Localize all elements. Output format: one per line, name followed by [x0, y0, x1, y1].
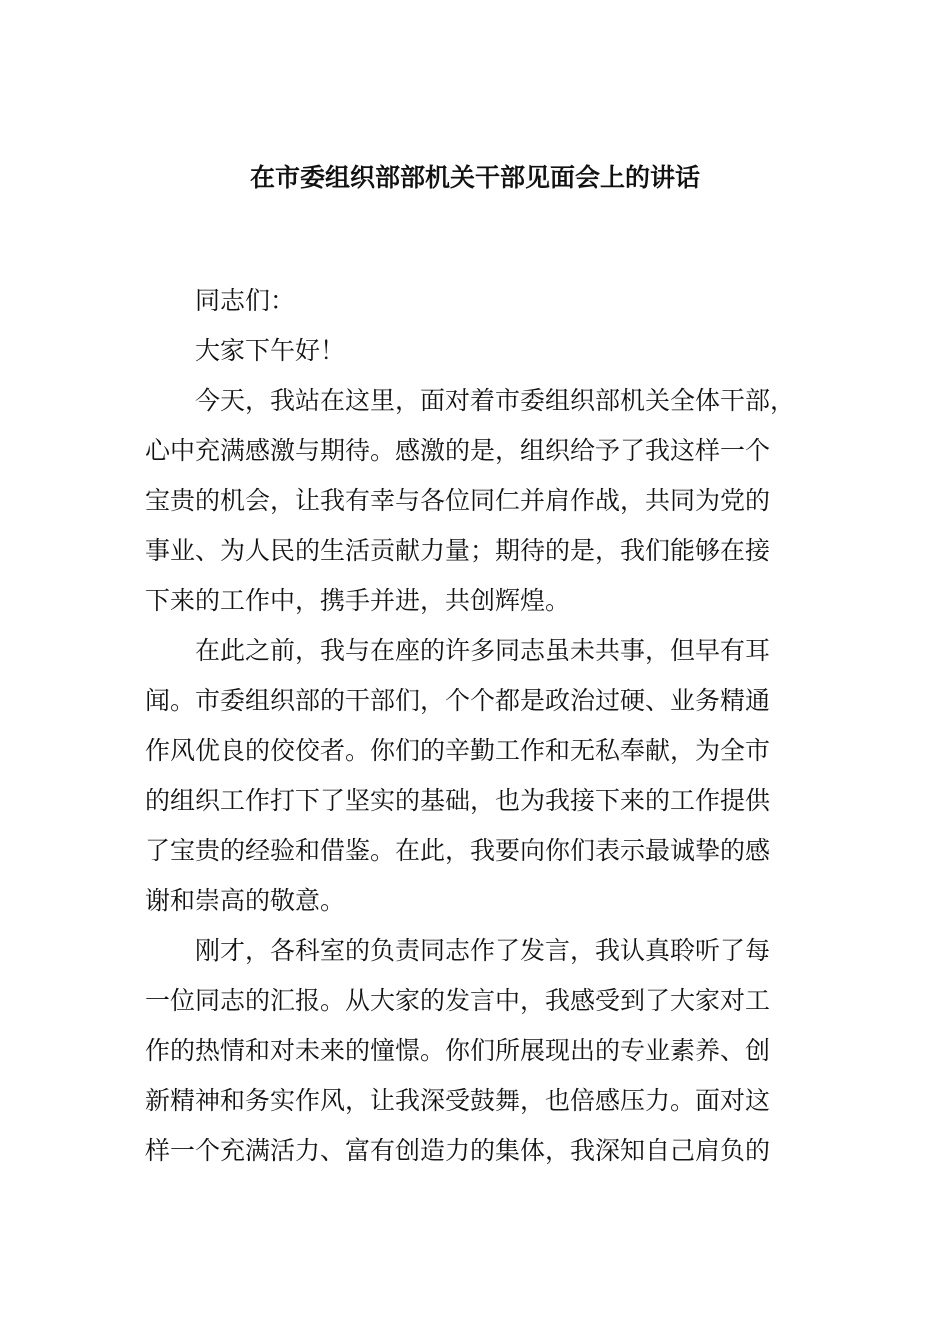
- paragraph-line: 闻。市委组织部的干部们，个个都是政治过硬、业务精通: [145, 686, 771, 715]
- document-title: 在市委组织部部机关干部见面会上的讲话: [249, 163, 700, 192]
- paragraph-line: 了宝贵的经验和借鉴。在此，我要向你们表示最诚挚的感: [145, 836, 771, 865]
- paragraph-line: 作的热情和对未来的憧憬。你们所展现出的专业素养、创: [145, 1036, 771, 1065]
- paragraph-line: 谢和崇高的敬意。: [145, 886, 346, 915]
- salutation: 同志们：: [195, 286, 296, 315]
- paragraph-line: 的组织工作打下了坚实的基础，也为我接下来的工作提供: [145, 786, 771, 815]
- paragraph-line: 样一个充满活力、富有创造力的集体，我深知自己肩负的: [145, 1136, 771, 1165]
- paragraph-line: 事业、为人民的生活贡献力量；期待的是，我们能够在接: [145, 536, 771, 565]
- paragraph-line: 宝贵的机会，让我有幸与各位同仁并肩作战，共同为党的: [145, 486, 771, 515]
- paragraph-line: 新精神和务实作风，让我深受鼓舞，也倍感压力。面对这: [145, 1086, 771, 1115]
- paragraph-line: 下来的工作中，携手并进，共创辉煌。: [145, 586, 571, 615]
- paragraph-line: 作风优良的佼佼者。你们的辛勤工作和无私奉献，为全市: [145, 736, 771, 765]
- paragraph-line: 刚才，各科室的负责同志作了发言，我认真聆听了每: [195, 936, 771, 965]
- paragraph-line: 今天，我站在这里，面对着市委组织部机关全体干部，: [195, 386, 796, 415]
- paragraph-line: 心中充满感激与期待。感激的是，组织给予了我这样一个: [145, 436, 771, 465]
- paragraph-line: 一位同志的汇报。从大家的发言中，我感受到了大家对工: [145, 986, 771, 1015]
- paragraph-line: 在此之前，我与在座的许多同志虽未共事，但早有耳: [195, 636, 771, 665]
- greeting: 大家下午好！: [195, 336, 346, 365]
